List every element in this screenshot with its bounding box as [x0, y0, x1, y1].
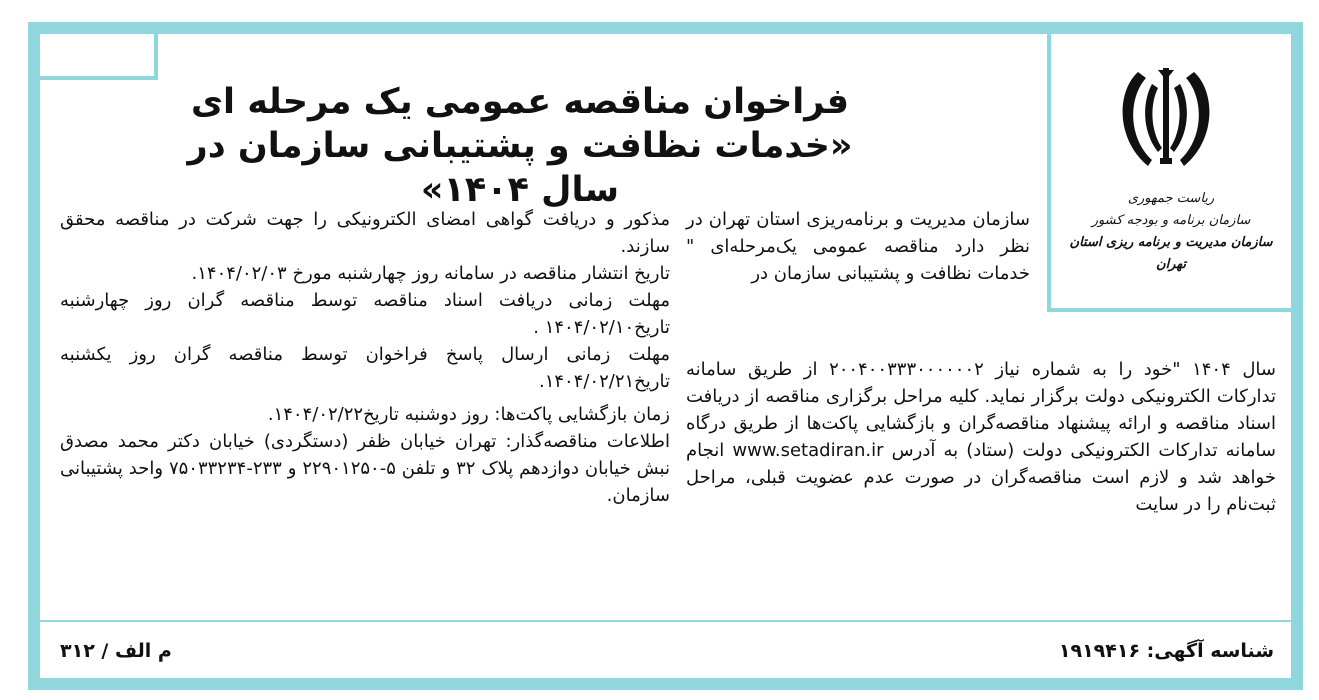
- organization-signature: [1068, 188, 1274, 276]
- body-paragraph: مذکور و دریافت گواهی امضای الکترونیکی را جهت شرکت در مناقصه محقق سازند.: [60, 209, 670, 257]
- body-right-top: [686, 206, 1030, 287]
- opening-date-paragraph: زمان بازگشایی پاکت‌ها: روز دوشنبه تاریخ۱۴۰۴/۰۲/۲۲.: [267, 404, 670, 425]
- contact-info-paragraph: اطلاعات مناقصه‌گذار: تهران خیابان ظفر (دستگردی) خیابان دکتر محمد مصدق نبش خیابان دوازدهم پلاک ۳۲ و تلفن ۵-۲۲۹۰۱۲۵۰ و ۲۳۳-۷۵۰۳۳۲۳۴ واحد پشتیبانی سازمان.: [60, 431, 670, 506]
- body-paragraph: سال ۱۴۰۴ "خود را به شماره نیاز ۲۰۰۴۰۰۳۳۳۰۰۰۰۰۰۲ از طریق سامانه تدارکات الکترونیکی دولت برگزار نماید. کلیه مراحل برگزاری مناقصه از دریافت اسناد مناقصه و ارائه پیشنهاد مناقصه‌گران و بازگشایی پاکت‌ها از طریق درگاه سامانه تدارکات الکترونیکی دولت (ستاد) به آدرس www.setadiran.ir انجام خواهد شد و لازم است مناقصه‌گران در صورت عدم عضویت قبلی، مراحل ثبت‌نام را در سایت: [686, 359, 1276, 515]
- footer-divider: [40, 620, 1291, 622]
- reference-code: م الف / ۳۱۲: [60, 640, 172, 662]
- ad-id: شناسه آگهی: ۱۹۱۹۴۱۶: [1058, 640, 1274, 662]
- announcement-title: [150, 80, 890, 212]
- body-paragraph: سازمان مدیریت و برنامه‌ریزی استان تهران در نظر دارد مناقصه عمومی یک‌مرحله‌ای " خدمات نظافت و پشتیبانی سازمان در: [686, 209, 1030, 284]
- body-left-column: [60, 206, 670, 509]
- body-right-bottom: [686, 356, 1276, 518]
- decorative-corner-left: [40, 22, 158, 80]
- response-deadline-paragraph: مهلت زمانی ارسال پاسخ فراخوان توسط مناقصه گران روز یکشنبه تاریخ۱۴۰۴/۰۲/۲۱.: [60, 344, 670, 392]
- title-line-1: فراخوان مناقصه عمومی یک مرحله ای: [190, 82, 849, 122]
- org-line-presidency: ریاست جمهوری: [1127, 191, 1215, 206]
- iran-emblem-icon: [1108, 62, 1224, 174]
- publish-date-paragraph: تاریخ انتشار مناقصه در سامانه روز چهارشنبه مورخ ۱۴۰۴/۰۲/۰۳.: [191, 263, 670, 284]
- document-deadline-paragraph: مهلت زمانی دریافت اسناد مناقصه توسط مناقصه گران روز چهارشنبه تاریخ۱۴۰۴/۰۲/۱۰ .: [60, 290, 670, 338]
- org-line-province: سازمان مدیریت و برنامه ریزی استان تهران: [1069, 235, 1273, 272]
- org-line-budget: سازمان برنامه و بودجه کشور: [1091, 213, 1251, 228]
- title-line-2: «خدمات نظافت و پشتیبانی سازمان در سال ۱۴۰۴»: [187, 126, 853, 210]
